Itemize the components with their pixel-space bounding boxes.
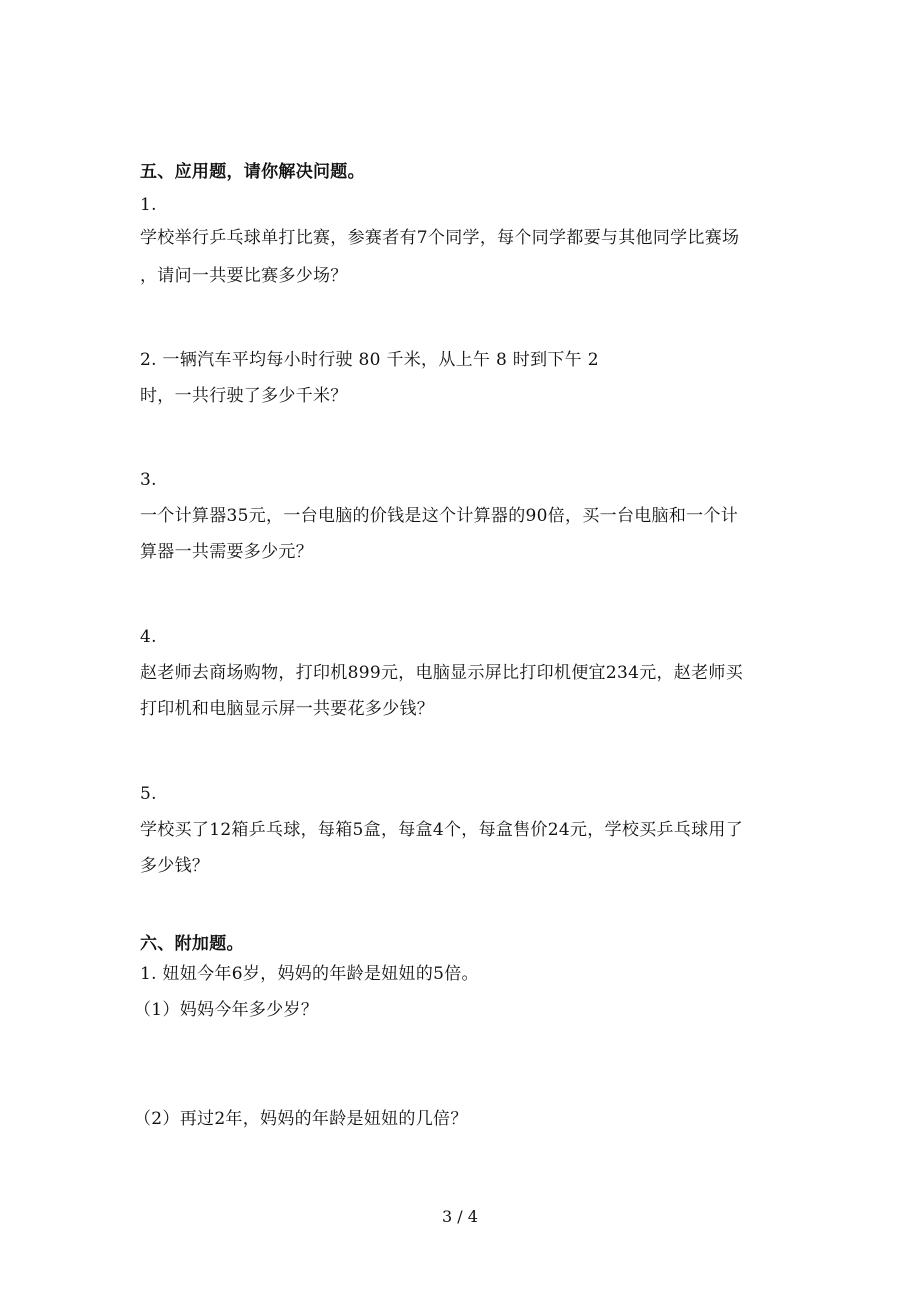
problem-4-line-1: 赵老师去商场购物，打印机899元，电脑显示屏比打印机便宜234元，赵老师买 [140,663,743,683]
problem-5-line-2: 多少钱？ [140,856,210,876]
problem-2-line-1: 2. 一辆汽车平均每小时行驶 80 千米，从上午 8 时到下午 2 [140,350,599,370]
page-number: 3 / 4 [442,1207,478,1226]
problem-2-line-2: 时，一共行驶了多少千米？ [140,386,348,406]
problem-5-number: 5. [140,784,157,804]
extra-problem-1: 1. 妞妞今年6岁，妈妈的年龄是妞妞的5倍。 [140,964,479,984]
problem-1-number: 1. [140,195,157,215]
problem-1-line-2: ，请问一共要比赛多少场？ [140,266,348,286]
section-5-heading: 五、应用题，请你解决问题。 [140,162,365,182]
extra-sub-question-2: （2）再过2年，妈妈的年龄是妞妞的几倍？ [134,1109,468,1129]
problem-1-line-1: 学校举行乒乓球单打比赛，参赛者有7个同学，每个同学都要与其他同学比赛场 [140,228,740,248]
section-6-heading: 六、附加题。 [140,934,244,954]
problem-3-line-1: 一个计算器35元，一台电脑的价钱是这个计算器的90倍，买一台电脑和一个计 [140,506,739,526]
problem-3-number: 3. [140,470,157,490]
problem-4-line-2: 打印机和电脑显示屏一共要花多少钱？ [140,699,435,719]
extra-sub-question-1: （1）妈妈今年多少岁？ [134,1000,319,1020]
problem-3-line-2: 算器一共需要多少元？ [140,542,313,562]
problem-5-line-1: 学校买了12箱乒乓球，每箱5盒，每盒4个，每盒售价24元，学校买乒乓球用了 [140,820,743,840]
problem-4-number: 4. [140,627,157,647]
